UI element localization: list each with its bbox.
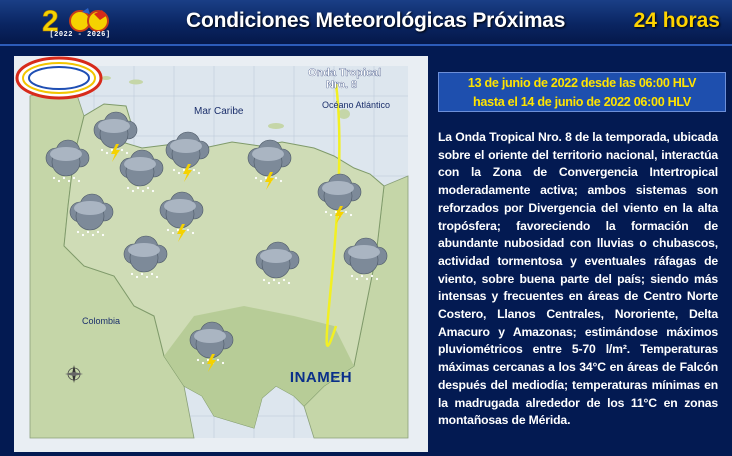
- country-label: Colombia: [82, 316, 121, 326]
- wave-label-line1: Onda Tropical: [308, 67, 382, 79]
- margarita-island: [268, 123, 284, 129]
- sea-label: Mar Caribe: [194, 106, 244, 117]
- forecast-map: [14, 56, 428, 452]
- inameh-logo: [14, 56, 104, 100]
- inameh-logo-text: INAMEH: [289, 369, 353, 386]
- curacao-island: [129, 80, 143, 85]
- forecast-description: La Onda Tropical Nro. 8 de la temporada, ubicada sobre el oriente del territorio nacional, interactúa con la Zona de Convergencia Intertropical moderadamente activa; ambos sistemas son reforzados por Divergencia del viento en la alta tropósfera; favoreciendo la formación de abundante nubosidad con lluvias o chubascos, actividad tormentosa y eventuales ráfagas de viento, sobre buena parte del país; siendo más intensas y frecuentes en áreas de Centro Norte Costero, Llanos Centrales, Nororiente, Delta Amacuro y Amazonas; estimándose máximos pluviométricos entre 5-70 l/m². Temperaturas máximas cercanas a los 34°C en áreas de Falcón después del mediodía; temperaturas mínimas en la madrugada alrededor de los 11°C en zonas montañosas de Mérida.: [438, 130, 718, 428]
- ocean-label: Océano Atlántico: [322, 100, 391, 110]
- date-line-1: 13 de junio de 2022 desde las 06:00 HLV: [467, 76, 697, 90]
- svg-text:2: 2: [42, 5, 59, 38]
- forecast-period: 24 horas: [633, 9, 720, 32]
- logo-years: [2022 - 2026]: [49, 31, 111, 39]
- venezuela-map: [14, 56, 428, 452]
- wave-label-line2: Nro. 8: [326, 79, 358, 91]
- header-bar: [0, 0, 732, 46]
- page-title: Condiciones Meteorológicas Próximas: [186, 9, 566, 32]
- forecast-date-range: [438, 72, 726, 112]
- date-line-2: hasta el 14 de junio de 2022 06:00 HLV: [473, 95, 691, 109]
